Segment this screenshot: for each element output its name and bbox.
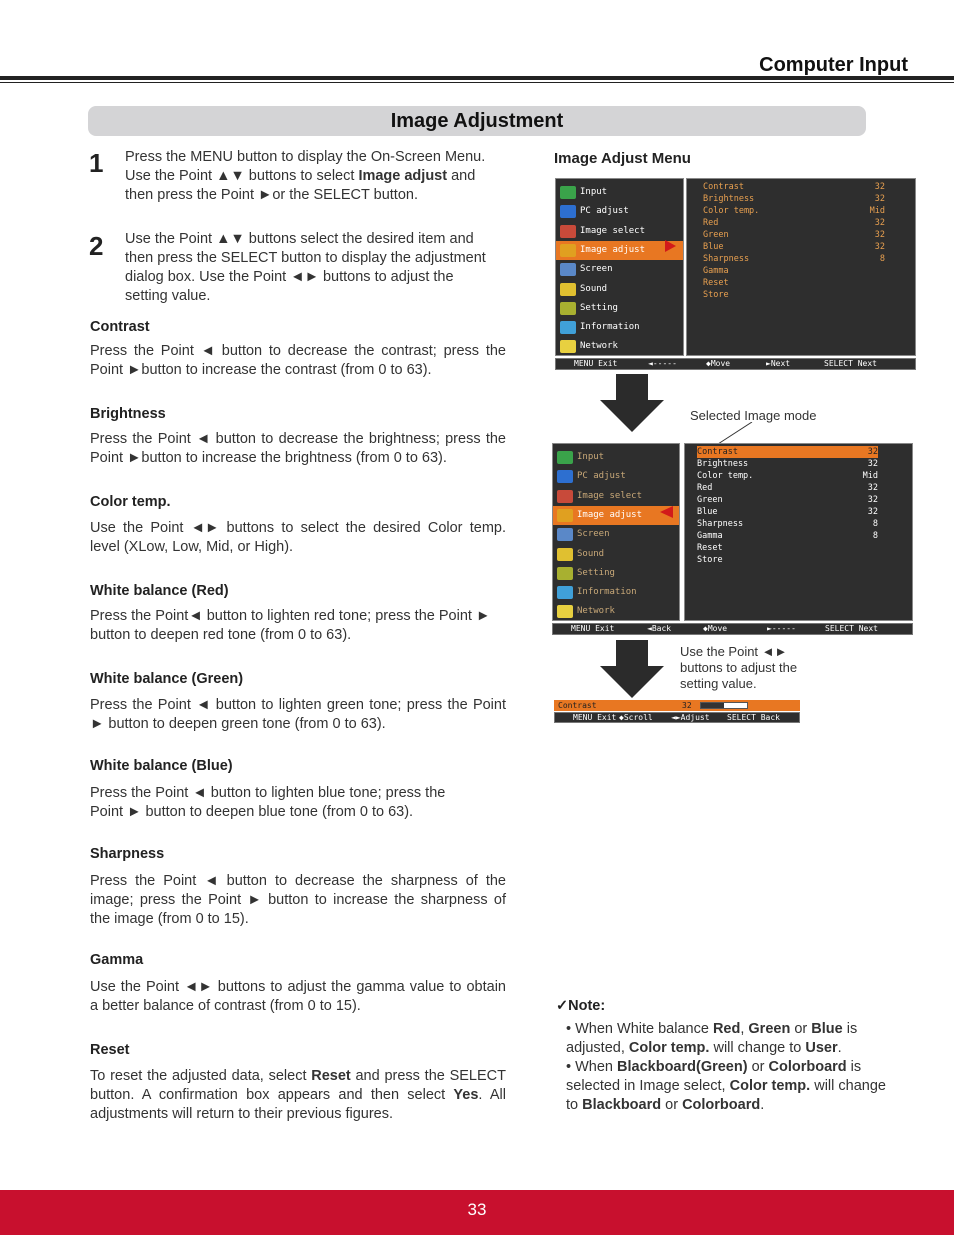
osd-menu-item[interactable] <box>556 337 683 356</box>
osd-setting-label: Sharpness <box>697 519 744 529</box>
osd-menu-icon <box>560 340 576 353</box>
osd-menu-label: Image select <box>577 490 643 501</box>
osd-setting-value: 8 <box>872 531 878 541</box>
osd-bar-item: ◄►Adjust <box>671 713 710 722</box>
osd-setting-label: Store <box>703 290 729 300</box>
osd-menu-icon <box>560 244 576 257</box>
header-rule-thin <box>0 82 954 83</box>
osd-setting-value: 8 <box>879 254 885 264</box>
osd-image-adjust-panel <box>684 443 913 621</box>
osd-setting-row[interactable] <box>697 506 878 518</box>
osd-setting-value: 32 <box>867 507 878 517</box>
osd-menu-icon <box>560 225 576 238</box>
osd-bar-item: MENU Exit <box>571 624 615 633</box>
page-title: Image Adjustment <box>88 106 866 136</box>
osd-menu-label: Setting <box>577 567 615 578</box>
osd-menu-item[interactable] <box>553 545 679 564</box>
osd-menu-item[interactable] <box>556 202 683 221</box>
osd-menu-label: Screen <box>580 264 613 275</box>
osd-setting-value: Mid <box>869 206 885 216</box>
osd-menu-label: Information <box>580 322 640 333</box>
osd-menu-icon <box>557 567 573 580</box>
osd-bar-item: ◄Back <box>647 624 672 633</box>
note-heading: ✓Note: <box>556 998 606 1014</box>
osd-menu-icon <box>557 470 573 483</box>
section-heading: White balance (Green) <box>90 671 244 687</box>
note-item: • When White balance Red, Green or Blue is adjusted, Color temp. will change to User. <box>566 1021 858 1056</box>
osd-setting-label: Sharpness <box>703 254 750 264</box>
osd-menu-item[interactable] <box>556 318 683 337</box>
osd-menu-label: Image select <box>580 225 646 236</box>
osd-menu-label: Screen <box>577 529 610 540</box>
adjust-slider[interactable] <box>700 702 748 709</box>
osd-setting-label: Red <box>697 483 713 493</box>
osd-main-menu <box>552 443 680 621</box>
page-number: 33 <box>467 1200 487 1219</box>
note-item: • When Blackboard(Green) or Colorboard is selected in Image select, Color temp. will change to Blackboard or Colorboard. <box>566 1059 886 1113</box>
osd-setting-row[interactable] <box>703 217 885 229</box>
osd-setting-row[interactable] <box>697 554 878 566</box>
osd-bar-item: ◆Move <box>703 624 728 633</box>
osd-menu-icon <box>557 586 573 599</box>
osd-setting-value: Mid <box>862 471 878 481</box>
osd-menu-icon <box>557 528 573 541</box>
caption-selected-image-mode: Selected Image mode <box>690 408 817 423</box>
section-title: Computer Input <box>759 54 908 76</box>
osd-setting-row[interactable] <box>697 518 878 530</box>
section-text: Press the Point ◄ button to lighten green tone; press the Point ► button to deepen green tone (from 0 to 63). <box>90 697 506 732</box>
osd-bar-item: ►Next <box>766 359 791 368</box>
osd-menu-icon <box>560 263 576 276</box>
osd-setting-value: 8 <box>872 519 878 529</box>
osd-setting-row[interactable] <box>703 229 885 241</box>
osd-setting-row[interactable] <box>697 470 878 482</box>
section-text: Press the Point◄ button to lighten red tone; press the Point ► button to deepen red tone (from 0 to 63). <box>90 608 491 643</box>
osd-setting-label: Blue <box>703 242 724 252</box>
osd-menu-icon <box>557 490 573 503</box>
osd-setting-value: 32 <box>874 230 885 240</box>
slider-fill <box>701 703 724 708</box>
step-number-2: 2 <box>89 231 104 261</box>
section-heading: Contrast <box>90 319 150 335</box>
osd-setting-label: Gamma <box>697 531 723 541</box>
section-heading: Gamma <box>90 952 144 968</box>
osd-setting-row[interactable] <box>697 494 878 506</box>
dialog-status-bar <box>554 712 800 723</box>
osd-setting-row[interactable] <box>703 181 885 193</box>
osd-bar-item: SELECT Next <box>825 624 878 633</box>
osd-menu-icon <box>560 283 576 296</box>
osd-bar-item: ◆Scroll <box>619 713 653 722</box>
osd-menu-label: Image adjust <box>580 244 646 255</box>
osd-setting-label: Green <box>697 495 723 505</box>
osd-menu-label: Sound <box>577 548 605 559</box>
osd-setting-value: 32 <box>867 483 878 493</box>
osd-menu-item[interactable] <box>553 564 679 583</box>
osd-menu-label: Input <box>577 452 605 462</box>
osd-setting-row[interactable] <box>703 277 885 289</box>
osd-setting-label: Brightness <box>697 459 749 469</box>
osd-setting-row[interactable] <box>703 265 885 277</box>
pointer-right-icon <box>665 240 676 252</box>
osd-menu-icon <box>560 302 576 315</box>
osd-setting-row[interactable] <box>703 193 885 205</box>
osd-setting-row[interactable] <box>697 446 878 458</box>
osd-menu-label: Setting <box>580 302 618 313</box>
osd-setting-value: 32 <box>874 218 885 228</box>
osd-bar-item: ◆Move <box>706 359 731 368</box>
section-text: Use the Point ◄► buttons to select the desired Color temp. level (XLow, Low, Mid, or High). <box>90 520 506 555</box>
step-2-text: Use the Point ▲▼ buttons select the desired item and then press the SELECT button to display the adjustment dialog box. Use the Point ◄► buttons to adjust the setting value. <box>125 231 486 304</box>
osd-bar-item: ◄----- <box>648 359 677 368</box>
osd-menu-item[interactable] <box>553 602 679 621</box>
osd-menu-label: Network <box>580 341 618 352</box>
osd-main-menu <box>555 178 684 356</box>
osd-setting-label: Reset <box>703 278 729 288</box>
osd-menu-icon <box>560 186 576 199</box>
caption-adjust-value: Use the Point ◄► buttons to adjust the setting value. <box>680 644 798 691</box>
osd-setting-label: Contrast <box>703 182 744 192</box>
down-arrow-icon <box>600 374 664 432</box>
osd-menu-item[interactable] <box>556 299 683 318</box>
osd-menu-item[interactable] <box>553 448 679 467</box>
osd-setting-label: Brightness <box>703 194 755 204</box>
section-text: Use the Point ◄► buttons to adjust the gamma value to obtain a better balance of contrast (from 0 to 15). <box>90 979 506 1014</box>
section-heading: Reset <box>90 1042 130 1058</box>
section-heading: White balance (Blue) <box>90 758 233 774</box>
osd-menu-item[interactable] <box>553 525 679 544</box>
section-text: Press the Point ◄ button to decrease the contrast; press the Point ►button to increase the contrast (from 0 to 63). <box>90 343 506 378</box>
down-arrow-icon <box>600 640 664 698</box>
osd-status-bar <box>555 358 916 370</box>
section-text: To reset the adjusted data, select Reset and press the SELECT button. A confirmation box appears and then select Yes. All adjustments will return to their previous figures. <box>90 1068 506 1122</box>
osd-setting-row[interactable] <box>697 542 878 554</box>
osd-setting-row[interactable] <box>697 482 878 494</box>
section-text: Press the Point ◄ button to decrease the sharpness of the image; press the Point ► button to increase the sharpness of the image (from 0 to 15). <box>90 873 506 927</box>
osd-setting-label: Gamma <box>703 266 729 276</box>
osd-menu-label: Network <box>577 606 615 617</box>
osd-setting-label: Red <box>703 218 719 228</box>
osd-menu-label: Sound <box>580 283 608 294</box>
section-heading: Brightness <box>90 406 166 422</box>
osd-image-adjust-panel <box>686 178 916 356</box>
osd-menu-label: Information <box>577 587 637 598</box>
osd-menu-label: Input <box>580 187 608 197</box>
section-text: Press the Point ◄ button to lighten blue tone; press the Point ► button to deepen blue tone (from 0 to 63). <box>90 785 446 820</box>
osd-menu-item[interactable] <box>556 222 683 241</box>
osd-setting-value: 32 <box>874 194 885 204</box>
osd-menu-item[interactable] <box>556 183 683 202</box>
osd-menu-item[interactable] <box>556 280 683 299</box>
osd-menu-icon <box>557 451 573 464</box>
adjust-dialog <box>554 700 800 711</box>
osd-menu-icon <box>560 321 576 334</box>
dialog-label: Contrast <box>558 701 597 710</box>
osd-bar-item: SELECT Back <box>727 713 780 722</box>
osd-menu-icon <box>557 509 573 522</box>
osd-setting-value: 32 <box>867 447 878 457</box>
osd-menu-icon <box>557 548 573 561</box>
osd-setting-label: Blue <box>697 507 718 517</box>
osd-setting-label: Contrast <box>697 447 738 457</box>
osd-bar-item: SELECT Next <box>824 359 877 368</box>
menu-title: Image Adjust Menu <box>554 150 691 167</box>
osd-setting-row[interactable] <box>703 289 885 301</box>
osd-menu-item[interactable] <box>553 583 679 602</box>
osd-menu-icon <box>557 605 573 618</box>
osd-menu-icon <box>560 205 576 218</box>
osd-setting-label: Green <box>703 230 729 240</box>
osd-setting-label: Color temp. <box>697 471 754 481</box>
osd-menu-label: PC adjust <box>577 471 626 482</box>
section-heading: Color temp. <box>90 494 171 510</box>
osd-setting-value: 32 <box>867 459 878 469</box>
osd-bar-item: MENU Exit <box>573 713 617 722</box>
osd-status-bar <box>552 623 913 635</box>
section-heading: Sharpness <box>90 846 165 862</box>
step-number-1: 1 <box>89 148 104 178</box>
osd-setting-value: 32 <box>867 495 878 505</box>
osd-setting-label: Color temp. <box>703 206 760 216</box>
osd-setting-row[interactable] <box>703 253 885 265</box>
osd-setting-label: Store <box>697 555 723 565</box>
osd-menu-item[interactable] <box>556 241 683 260</box>
osd-setting-row[interactable] <box>697 458 878 470</box>
osd-setting-value: 32 <box>874 242 885 252</box>
dialog-value: 32 <box>682 701 692 710</box>
osd-setting-row[interactable] <box>703 205 885 217</box>
osd-menu-label: PC adjust <box>580 206 629 217</box>
osd-menu-item[interactable] <box>553 467 679 486</box>
osd-menu-item[interactable] <box>553 487 679 506</box>
osd-bar-item: MENU Exit <box>574 359 618 368</box>
osd-menu-item[interactable] <box>556 260 683 279</box>
step-1-text: Press the MENU button to display the On-Screen Menu. Use the Point ▲▼ buttons to select Image adjust and then press the Point ►or the SELECT button. <box>125 149 486 203</box>
pointer-left-icon <box>660 506 673 518</box>
osd-setting-row[interactable] <box>703 241 885 253</box>
osd-bar-item: ►----- <box>767 624 796 633</box>
section-heading: White balance (Red) <box>90 583 229 599</box>
osd-setting-label: Reset <box>697 543 723 553</box>
osd-setting-value: 32 <box>874 182 885 192</box>
osd-setting-row[interactable] <box>697 530 878 542</box>
osd-menu-label: Image adjust <box>577 509 643 520</box>
section-text: Press the Point ◄ button to decrease the brightness; press the Point ►button to increase the brightness (from 0 to 63). <box>90 431 506 466</box>
